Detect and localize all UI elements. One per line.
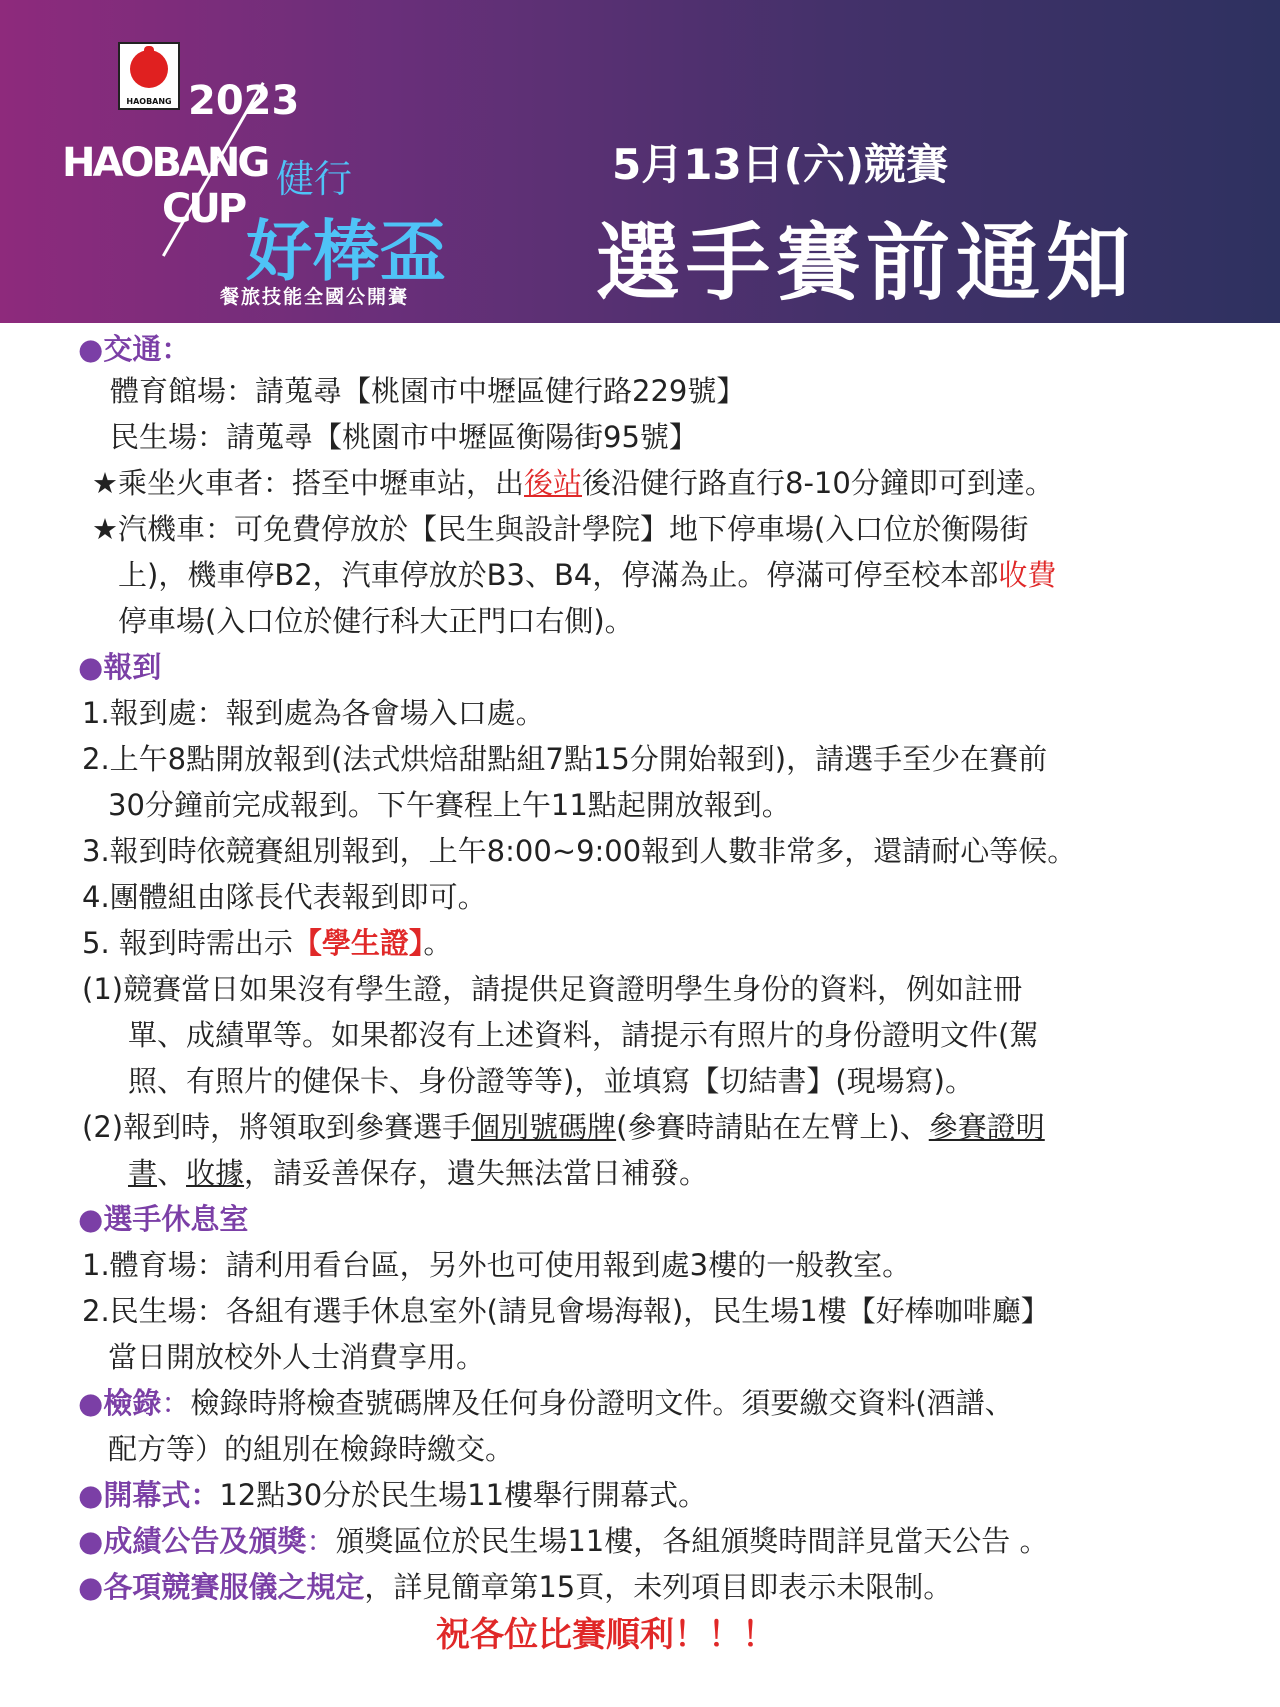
section-rest-heading: ●選手休息室 xyxy=(78,1202,249,1236)
checkin-line: (2)報到時，將領取到參賽選手個別號碼牌(參賽時請貼在左臂上)、參賽證明 xyxy=(82,1110,1045,1144)
section-checkin-heading: ●報到 xyxy=(78,650,162,684)
bullet-icon: ● xyxy=(78,1570,104,1604)
checkin-line: 1.報到處：報到處為各會場入口處。 xyxy=(82,696,545,730)
traffic-line: 體育館場：請蒐尋【桃園市中壢區健行路229號】 xyxy=(110,374,746,408)
thumbs-up-icon xyxy=(130,50,168,88)
checkin-line: 5. 報到時需出示【學生證】。 xyxy=(82,926,453,960)
checkin-line: 3.報到時依競賽組別報到，上午8:00~9:00報到人數非常多，還請耐心等候。 xyxy=(82,834,1077,868)
rest-line: 當日開放校外人士消費享用。 xyxy=(108,1340,486,1374)
inspect-line: 配方等）的組別在檢錄時繳交。 xyxy=(108,1432,515,1466)
section-opening: ●開幕式：12點30分於民生場11樓舉行開幕式。 xyxy=(78,1478,708,1512)
event-year: 2023 xyxy=(188,78,300,124)
logo-brand-text: HAOBANG xyxy=(126,97,172,106)
closing-message: 祝各位比賽順利！！！ xyxy=(436,1615,776,1655)
bullet-icon: ● xyxy=(78,1524,104,1558)
checkin-line: 書、收據，請妥善保存，遺失無法當日補發。 xyxy=(128,1156,709,1190)
traffic-line: 上)，機車停B2，汽車停放於B3、B4，停滿為止。停滿可停至校本部收費 xyxy=(118,558,1057,592)
event-tagline: 餐旅技能全國公開賽 xyxy=(220,286,410,308)
traffic-line: ★乘坐火車者：搭至中壢車站，出後站後沿健行路直行8-10分鐘即可到達。 xyxy=(92,466,1054,500)
student-id-highlight: 【學生證】 xyxy=(292,926,424,960)
bullet-icon: ● xyxy=(78,1202,104,1236)
number-tag-underline: 個別號碼牌 xyxy=(471,1110,617,1144)
bullet-icon: ● xyxy=(78,650,104,684)
bullet-icon: ● xyxy=(78,1386,104,1420)
back-station-highlight: 後站 xyxy=(524,466,583,500)
checkin-line: 照、有照片的健保卡、身份證等等)，並填寫【切結書】(現場寫)。 xyxy=(128,1064,974,1098)
cup-chinese-title: 好棒盃 xyxy=(246,213,447,290)
checkin-line: 30分鐘前完成報到。下午賽程上午11點起開放報到。 xyxy=(108,788,791,822)
cup-subtitle: 健行 xyxy=(276,157,353,201)
certificate-underline: 參賽證明 xyxy=(928,1110,1045,1144)
checkin-line: 4.團體組由隊長代表報到即可。 xyxy=(82,880,487,914)
section-award: ●成績公告及頒獎：頒獎區位於民生場11樓，各組頒獎時間詳見當天公告 。 xyxy=(78,1524,1049,1558)
header-banner xyxy=(0,0,1280,323)
bullet-icon: ● xyxy=(78,1478,104,1512)
checkin-line: 2.上午8點開放報到(法式烘焙甜點組7點15分開始報到)，請選手至少在賽前 xyxy=(82,742,1048,776)
competition-date: 5月13日(六)競賽 xyxy=(612,140,949,189)
page-title: 選手賽前通知 xyxy=(596,214,1137,312)
checkin-line: (1)競賽當日如果沒有學生證，請提供足資證明學生身份的資料，例如註冊 xyxy=(82,972,1023,1006)
haobang-logo xyxy=(118,42,180,110)
section-inspect: ●檢錄：檢錄時將檢查號碼牌及任何身份證明文件。須要繳交資料(酒譜、 xyxy=(78,1386,1014,1420)
section-traffic-heading: ●交通： xyxy=(78,332,191,366)
section-dress: ●各項競賽服儀之規定，詳見簡章第15頁，未列項目即表示未限制。 xyxy=(78,1570,953,1604)
cup-name-line1: HAOBANG xyxy=(62,140,268,186)
bullet-icon: ● xyxy=(78,332,104,366)
rest-line: 2.民生場：各組有選手休息室外(請見會場海報)，民生場1樓【好棒咖啡廳】 xyxy=(82,1294,1050,1328)
rest-line: 1.體育場：請利用看台區，另外也可使用報到處3樓的一般教室。 xyxy=(82,1248,912,1282)
traffic-line: ★汽機車：可免費停放於【民生與設計學院】地下停車場(入口位於衡陽街 xyxy=(92,512,1029,546)
traffic-line: 民生場：請蒐尋【桃園市中壢區衡陽街95號】 xyxy=(110,420,698,454)
checkin-line: 單、成績單等。如果都沒有上述資料，請提示有照片的身份證明文件(駕 xyxy=(128,1018,1039,1052)
traffic-line: 停車場(入口位於健行科大正門口右側)。 xyxy=(118,604,634,638)
paid-highlight: 收費 xyxy=(998,558,1057,592)
cup-name-line2: CUP xyxy=(162,186,245,232)
receipt-underline: 收據 xyxy=(186,1156,245,1190)
